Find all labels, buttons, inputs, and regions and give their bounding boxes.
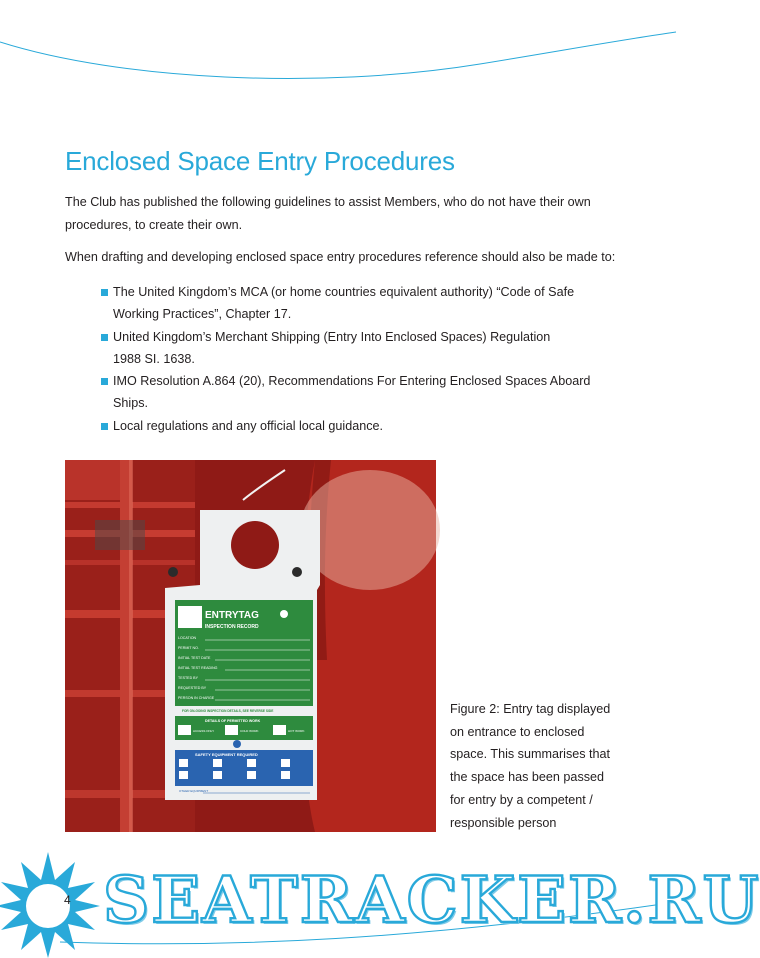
tag-subtitle: INSPECTION RECORD [205,624,259,630]
svg-text:SAFETY EQUIPMENT REQUIRED: SAFETY EQUIPMENT REQUIRED [195,752,258,757]
svg-text:FOR ON-GOING INSPECTION DETAIL: FOR ON-GOING INSPECTION DETAILS, SEE REVERSE SIDE [182,709,274,713]
bullet-square-icon [101,289,108,296]
list-item: United Kingdom’s Merchant Shipping (Entry Into Enclosed Spaces) Regulation 1988 SI. 1638. [101,326,631,370]
svg-text:TESTED BY: TESTED BY [178,676,198,680]
svg-text:DETAILS OF PERMITTED WORK: DETAILS OF PERMITTED WORK [205,719,261,723]
svg-text:OTHER EQUIPMENT: OTHER EQUIPMENT [179,789,209,793]
tag-brand: ENTRYTAG [205,610,259,621]
figure-caption: Figure 2: Entry tag displayed on entrance to enclosed space. This summarises that the space has been passed for entry by a competent / responsible person [450,702,611,830]
svg-text:REQUESTED BY: REQUESTED BY [178,686,207,690]
reference-lead: When drafting and developing enclosed space entry procedures reference should also be made to: [65,250,616,264]
svg-text:PERSON IN CHARGE: PERSON IN CHARGE [178,696,215,700]
list-item: IMO Resolution A.864 (20), Recommendations For Entering Enclosed Spaces Aboard Ships. [101,370,631,414]
svg-text:LOCATION: LOCATION [178,636,197,640]
intro-paragraph: The Club has published the following guidelines to assist Members, who do not have their own procedures, to create their own. [65,195,591,232]
bullet-square-icon [101,378,108,385]
list-item: Local regulations and any official local guidance. [101,415,631,437]
reference-list [101,281,631,437]
svg-text:INITIAL TEST DATE: INITIAL TEST DATE [178,656,211,660]
list-item: The United Kingdom’s MCA (or home countries equivalent authority) “Code of Safe Working Practices”, Chapter 17. [101,281,631,325]
page-number: 4 [64,893,71,907]
watermark: SEATRACKER.RU [103,863,760,938]
bullet-square-icon [101,334,108,341]
svg-text:HOT WORK: HOT WORK [288,729,305,733]
header-curve [0,0,676,100]
svg-text:INITIAL TEST READING: INITIAL TEST READING [178,666,218,670]
svg-text:PERMIT NO.: PERMIT NO. [178,646,199,650]
entry-tag-photo [65,460,436,832]
svg-text:COLD WORK: COLD WORK [240,729,259,733]
svg-text:ACCESS ONLY: ACCESS ONLY [193,729,215,733]
bullet-square-icon [101,423,108,430]
page-title: Enclosed Space Entry Procedures [65,146,455,176]
